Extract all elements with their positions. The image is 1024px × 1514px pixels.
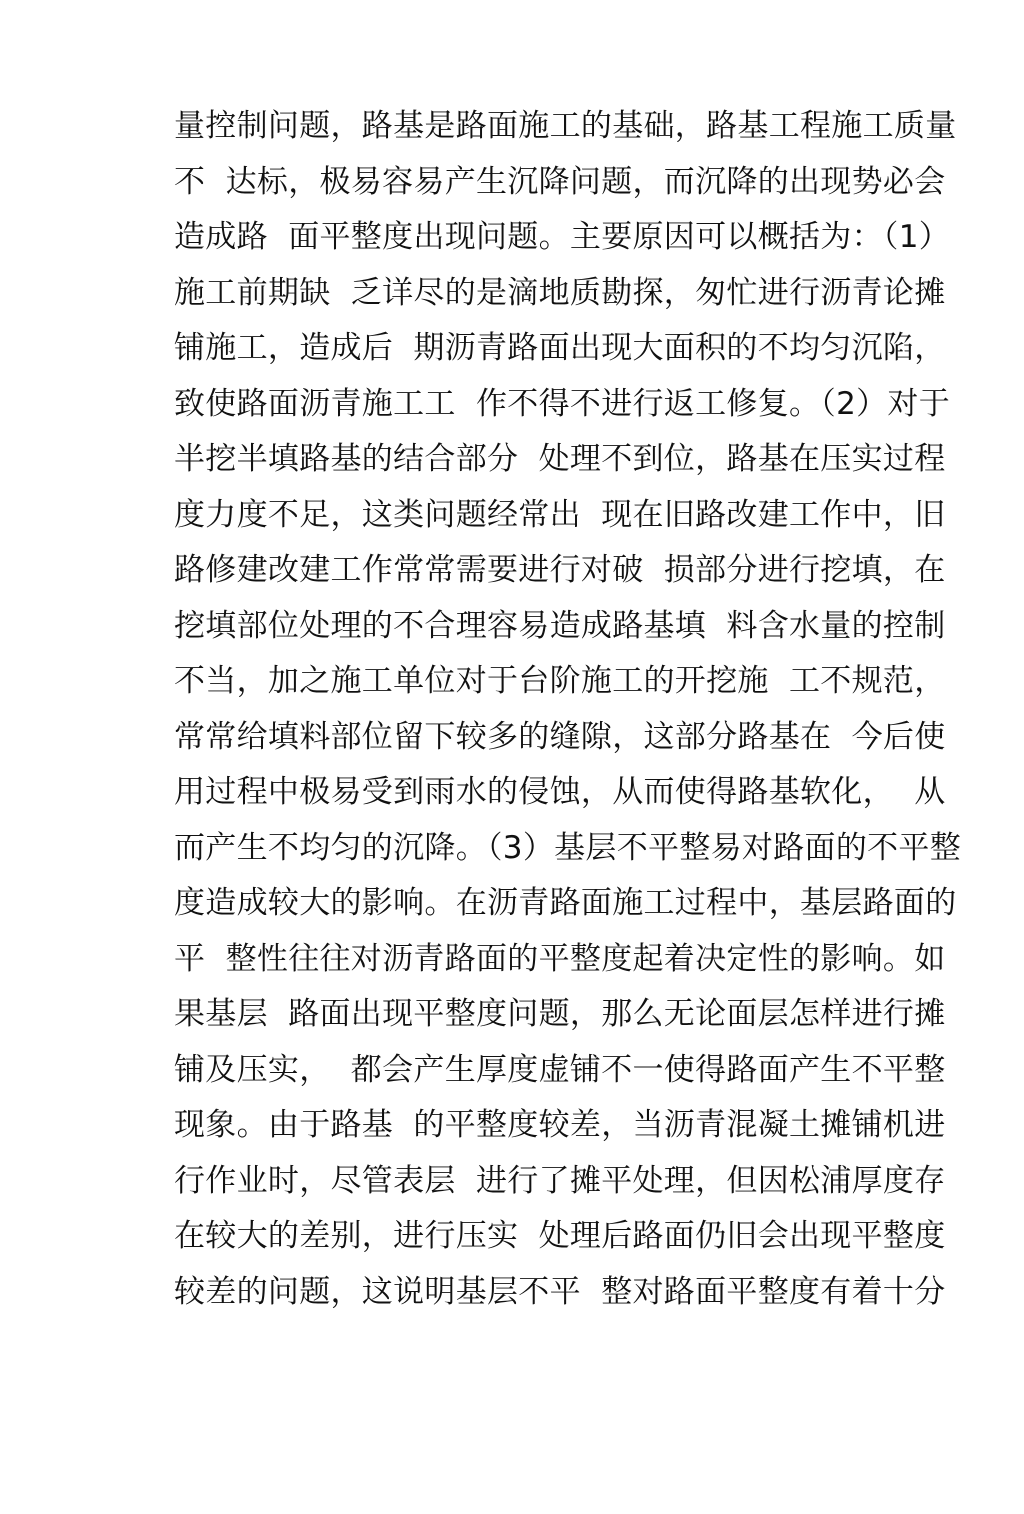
text-line: 行作业时，尽管表层 进行了摊平处理，但因松浦厚度存 <box>174 1162 946 1199</box>
text-line: 半挖半填路基的结合部分 处理不到位，路基在压实过程 <box>174 441 946 477</box>
text-line: 果基层 路面出现平整度问题，那么无论面层怎样进行摊 <box>174 996 946 1032</box>
text-line: 较差的问题，这说明基层不平 整对路面平整度有着十分 <box>174 1273 946 1310</box>
text-line: 度造成较大的影响。在沥青路面施工过程中，基层路面的 <box>174 885 957 921</box>
text-line: 路修建改建工作常常需要进行对破 损部分进行挖填，在 <box>174 552 946 588</box>
text-line: 致使路面沥青施工工 作不得不进行返工修复。（2）对于 <box>174 385 951 422</box>
text-line: 不当，加之施工单位对于台阶施工的开挖施 工不规范， <box>174 663 946 699</box>
text-line: 用过程中极易受到雨水的侵蚀，从而使得路基软化， 从 <box>174 774 946 810</box>
text-line: 造成路 面平整度出现问题。主要原因可以概括为：（1） <box>174 219 951 255</box>
text-line: 不 达标，极易容易产生沉降问题，而沉降的出现势必会 <box>174 163 946 200</box>
text-line: 常常给填料部位留下较多的缝隙，这部分路基在 今后使 <box>174 718 946 755</box>
text-line: 而产生不均匀的沉降。（3）基层不平整易对路面的不平整 <box>174 829 962 866</box>
text-line: 铺及压实， 都会产生厚度虚铺不一使得路面产生不平整 <box>174 1051 946 1088</box>
text-line: 平 整性往往对沥青路面的平整度起着决定性的影响。如 <box>174 940 946 977</box>
text-line: 挖填部位处理的不合理容易造成路基填 料含水量的控制 <box>174 607 946 644</box>
body-text <box>174 99 962 1320</box>
text-line: 铺施工，造成后 期沥青路面出现大面积的不均匀沉陷， <box>174 330 946 366</box>
text-line: 度力度不足，这类问题经常出 现在旧路改建工作中，旧 <box>174 496 946 533</box>
text-line: 量控制问题，路基是路面施工的基础，路基工程施工质量 <box>174 108 957 144</box>
text-line: 现象。由于路基 的平整度较差，当沥青混凝土摊铺机进 <box>174 1107 946 1143</box>
text-line: 施工前期缺 乏详尽的是滴地质勘探，匆忙进行沥青论摊 <box>174 274 946 311</box>
text-line: 在较大的差别，进行压实 处理后路面仍旧会出现平整度 <box>174 1218 946 1254</box>
